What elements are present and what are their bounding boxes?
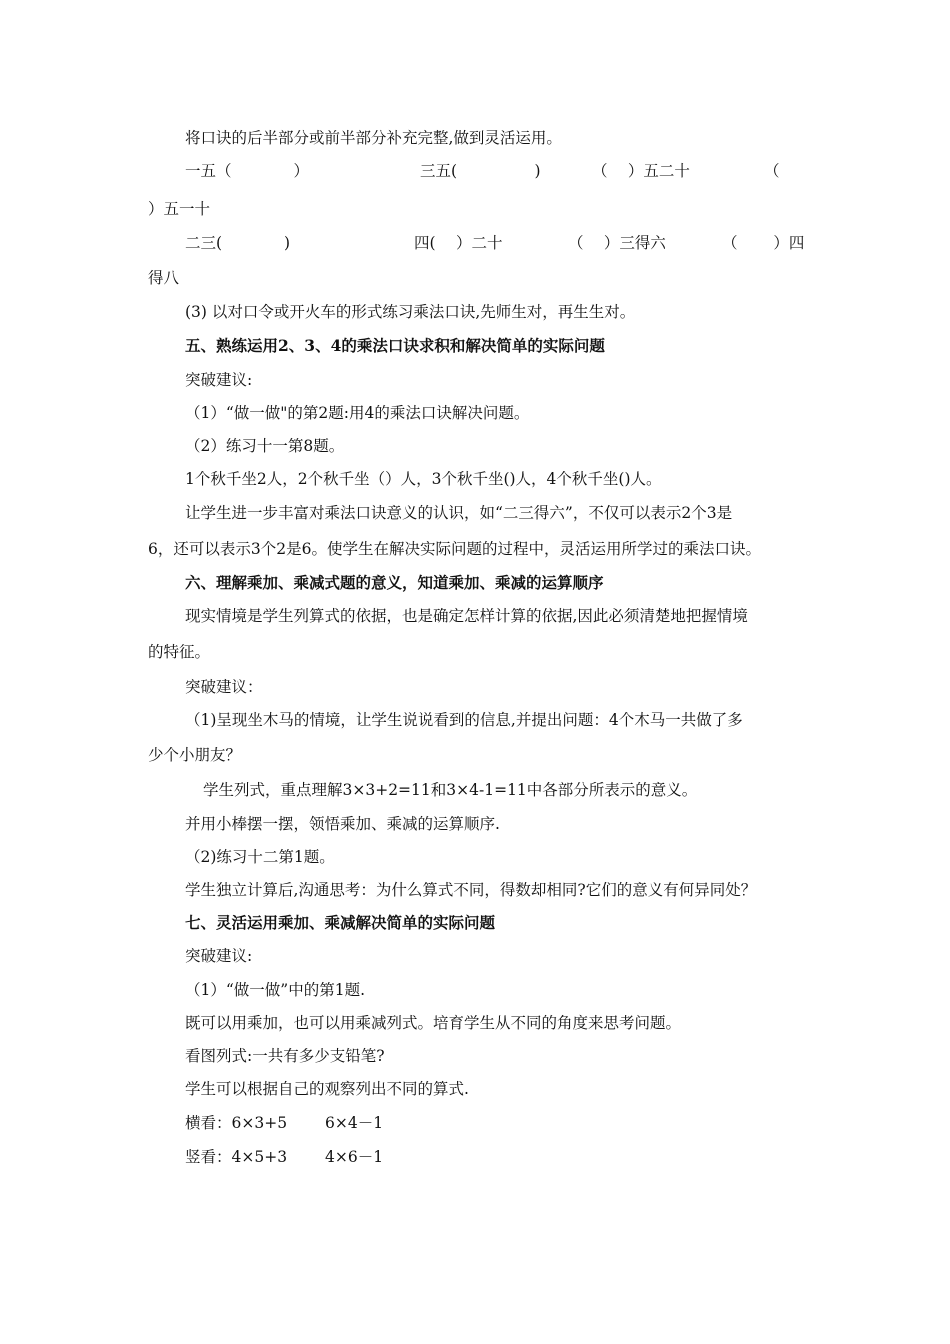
section-heading-7: 七、灵活运用乘加、乘减解决简单的实际问题 <box>185 913 496 932</box>
text-line: 突破建议: <box>185 947 253 965</box>
text-line: (3) 以对口令或开火车的形式练习乘法口诀,先师生对，再生生对。 <box>185 303 636 321</box>
text-line: 既可以用乘加，也可以用乘减列式。培育学生从不同的角度来思考问题。 <box>185 1014 682 1032</box>
text-line: 学生可以根据自己的观察列出不同的算式. <box>185 1080 469 1098</box>
formula-item: 6×4－1 <box>325 1114 384 1132</box>
text-line: 让学生进一步丰富对乘法口诀意义的认识，如“二三得六”，不仅可以表示2个3是 <box>185 504 733 522</box>
blank-item: 一五（ ） <box>185 162 310 180</box>
blank-item: 二三( ) <box>185 234 291 252</box>
text-line: 学生独立计算后,沟通思考：为什么算式不同，得数却相同?它们的意义有何异同处？ <box>185 881 757 899</box>
text-line: （1）“做一做”中的第1题. <box>185 981 365 999</box>
text-line: 看图列式:一共有多少支铅笔? <box>185 1047 385 1065</box>
text-line: ）五一十 <box>148 200 211 218</box>
blank-item: 三五( ) <box>420 162 541 180</box>
text-line: 6，还可以表示3个2是6。使学生在解决实际问题的过程中，灵活运用所学过的乘法口诀。 <box>148 540 761 558</box>
text-line: （2）练习十一第8题。 <box>185 437 345 455</box>
text-line: 1个秋千坐2人，2个秋千坐（）人，3个秋千坐()人，4个秋千坐()人。 <box>185 470 662 488</box>
text-line: 突破建议: <box>185 371 253 389</box>
text-line: 现实情境是学生列算式的依据，也是确定怎样计算的依据,因此必须清楚地把握情境 <box>185 607 748 625</box>
text-line: 将口诀的后半部分或前半部分补充完整,做到灵活运用。 <box>185 129 562 147</box>
blank-item: （ ）三得六 <box>568 234 666 252</box>
section-heading-6: 六、理解乘加、乘减式题的意义，知道乘加、乘减的运算顺序 <box>185 573 604 592</box>
section-heading-5: 五、熟练运用2、3、4的乘法口诀求积和解决简单的实际问题 <box>185 336 605 355</box>
text-line: 得八 <box>148 269 180 287</box>
blank-item: 四( ）二十 <box>414 234 503 252</box>
text-line: （1)呈现坐木马的情境，让学生说说看到的信息,并提出问题：4个木马一共做了多 <box>185 711 743 729</box>
blank-item: （ <box>764 162 780 180</box>
formula-item: 横看：6×3+5 <box>185 1114 288 1132</box>
formula-item: 竖看：4×5+3 <box>185 1148 288 1166</box>
text-line: 并用小棒摆一摆，领悟乘加、乘减的运算顺序. <box>185 815 500 833</box>
formula-item: 4×6－1 <box>325 1148 384 1166</box>
text-line: 的特征。 <box>148 643 211 661</box>
blank-item: （ ）四 <box>722 234 805 252</box>
text-line: 突破建议： <box>185 678 263 696</box>
text-line: 少个小朋友？ <box>148 746 242 764</box>
text-line: （2)练习十二第1题。 <box>185 848 335 866</box>
blank-item: （ ）五二十 <box>592 162 690 180</box>
text-line: （1）“做一做"的第2题:用4的乘法口诀解决问题。 <box>185 404 530 422</box>
text-line: 学生列式，重点理解3×3+2=11和3×4-1=11中各部分所表示的意义。 <box>203 781 698 799</box>
